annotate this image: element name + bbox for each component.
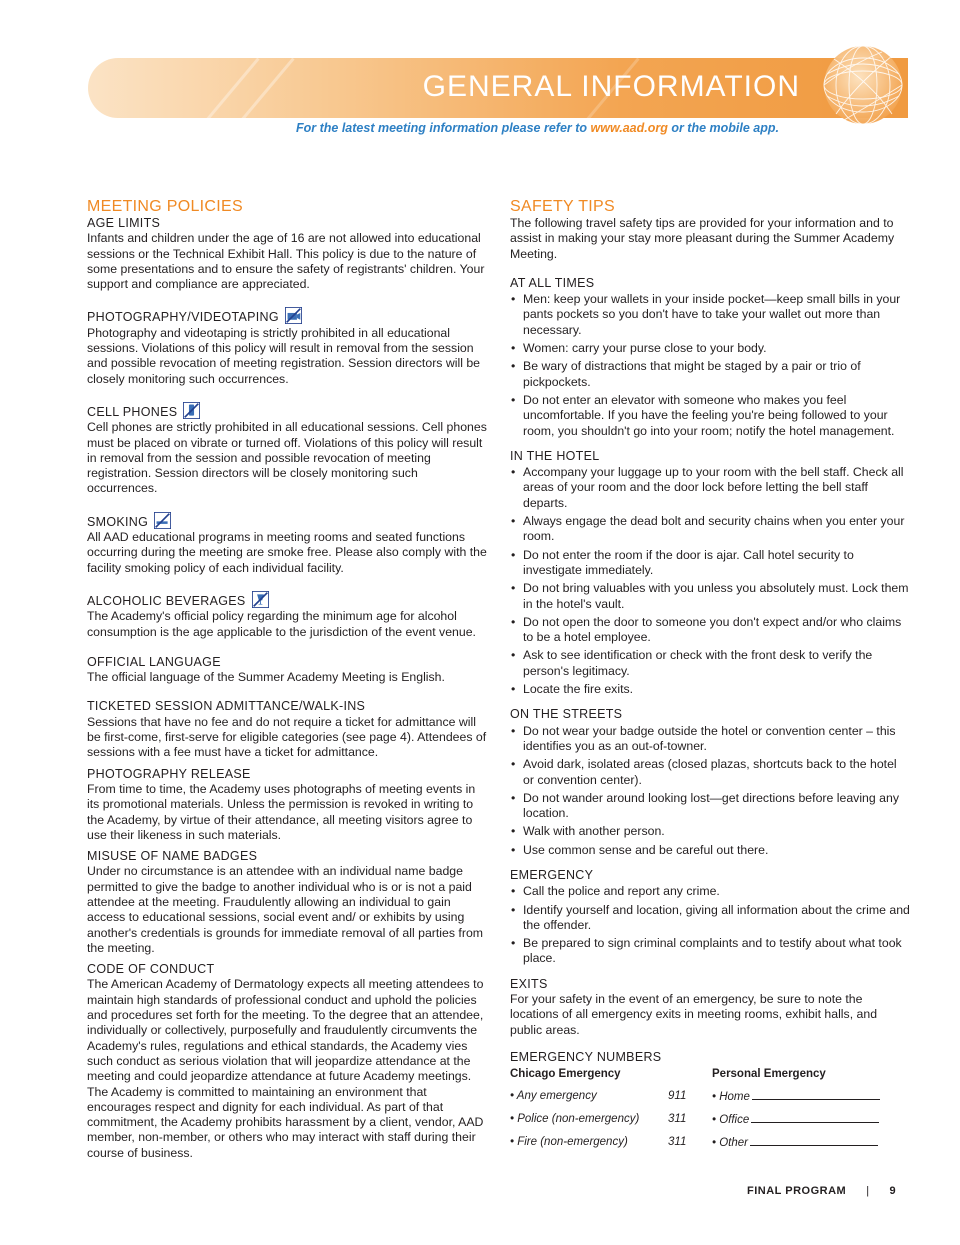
ticketed-heading: TICKETED SESSION ADMITTANCE/WALK-INS — [87, 699, 366, 714]
no-phone-icon — [183, 402, 200, 419]
alcohol-text: The Academy's official policy regarding the minimum age for alcohol consumption is the age applicable to the jurisdiction of the event venue. — [87, 609, 476, 639]
photography-heading — [87, 307, 487, 325]
ticketed-text: Sessions that have no fee and do not require a ticket for admittance will be first-come, first-serve for eligible categories (see page 4). Attendees of sessions with a fee must have a ticket for admittance. — [87, 714, 487, 760]
in-the-hotel-heading: IN THE HOTEL — [510, 448, 600, 463]
age-limits-heading: AGE LIMITS — [87, 216, 161, 230]
safety-tips-title: SAFETY TIPS — [510, 198, 615, 215]
chicago-label: • Police (non-emergency) — [510, 1112, 640, 1125]
list-item: • Locate the fire exits. — [510, 682, 910, 697]
list-item: • Do not wander around looking lost—get directions before leaving any location. — [510, 791, 910, 822]
footer-label: FINAL PROGRAM — [747, 1185, 847, 1197]
cell-phones-text: Cell phones are strictly prohibited in all educational sessions. Cell phones must be placed on vibrate or turned off. Violations of this policy will result in removal from the session and possible revocation of meeting registration. Session directors will be closely monitoring such occurrences. — [87, 420, 487, 496]
footer-separator: | — [866, 1185, 870, 1197]
list-item: • Do not enter the room if the door is ajar. Call hotel security to investigate immediately. — [510, 548, 910, 579]
list-item: • Do not wear your badge outside the hotel or convention center – this identifies you as an out-of-towner. — [510, 724, 910, 755]
empty-cell — [668, 1067, 712, 1087]
on-the-streets-list — [510, 724, 910, 858]
page-title: GENERAL INFORMATION — [422, 70, 800, 103]
badges-text: Under no circumstance is an attendee with an individual name badge permitted to give the badge to another individual who is or is not a paid attendee at the meeting. Fraudulently allowing an individual to gain access to educational sessions, social event and/ or exhibits by using another's credentials is grounds for immediate removal of all parties from the meeting. — [87, 864, 484, 955]
chicago-label: • Any emergency — [510, 1089, 597, 1102]
chicago-label: • Fire (non-emergency) — [510, 1135, 628, 1148]
cell-phones-heading-label: CELL PHONES — [87, 404, 178, 419]
list-item: • Do not open the door to someone you don't expect and/or who claims to be a hotel employee. — [510, 615, 910, 646]
conduct-heading: CODE OF CONDUCT — [87, 962, 215, 977]
page-number: 9 — [889, 1185, 897, 1197]
list-item: • Use common sense and be careful out there. — [510, 843, 910, 858]
tagline-text-end: or the mobile app. — [671, 121, 779, 135]
no-camera-icon — [285, 307, 302, 324]
list-item: • Accompany your luggage up to your room with the bell staff. Check all areas of your room and the door lock before letting the bell staff departs. — [510, 465, 910, 511]
safety-intro: The following travel safety tips are provided for your information and to assist in making your stay more pleasant during the Summer Academy Meeting. — [510, 216, 895, 261]
personal-emergency-heading: Personal Emergency — [712, 1068, 826, 1081]
safety-tips-column — [510, 197, 910, 1157]
exits-text: For your safety in the event of an emergency, be sure to note the locations of all emergency exits in meeting rooms, exhibit halls, and public areas. — [510, 992, 878, 1037]
on-the-streets-heading: ON THE STREETS — [510, 707, 623, 722]
fill-in-line[interactable] — [750, 1134, 878, 1146]
personal-label: • Home — [712, 1090, 750, 1103]
emergency-numbers-table — [510, 1067, 910, 1156]
globe-icon — [822, 44, 904, 126]
smoking-heading — [87, 512, 487, 530]
at-all-times-list — [510, 292, 910, 439]
fill-in-line[interactable] — [751, 1111, 879, 1123]
tagline-text: For the latest meeting information please refer to — [296, 121, 588, 135]
chicago-number: 311 — [668, 1112, 687, 1125]
photography-text: Photography and videotaping is strictly prohibited in all educational sessions. Violations of this policy will result in removal from the session and possible revocation of meeting registration. Session directors will be closely monitoring such occurrences. — [87, 325, 481, 386]
photography-heading-label: PHOTOGRAPHY/VIDEOTAPING — [87, 310, 279, 325]
list-item: • Ask to see identification or check with the front desk to verify the person's legitimacy. — [510, 648, 910, 679]
personal-entry — [712, 1088, 912, 1111]
meeting-policies-title: MEETING POLICIES — [87, 198, 243, 215]
list-item: • Always engage the dead bolt and security chains when you enter your room. — [510, 514, 910, 545]
no-alcohol-icon — [252, 591, 269, 608]
list-item: • Do not enter an elevator with someone who makes you feel uncomfortable. If you have the feeling you're being followed to your room, you shouldn't go into your room; notify the hotel management. — [510, 393, 910, 439]
meeting-policies-column — [87, 197, 487, 1161]
list-item: • Walk with another person. — [510, 824, 910, 839]
list-item: • Women: carry your purse close to your body. — [510, 341, 910, 356]
tagline — [0, 121, 960, 135]
emergency-numbers-heading: EMERGENCY NUMBERS — [510, 1049, 662, 1064]
language-text: The official language of the Summer Academy Meeting is English. — [87, 670, 445, 685]
list-item: • Be wary of distractions that might be staged by a pair or trio of pickpockets. — [510, 359, 910, 390]
emergency-heading: EMERGENCY — [510, 867, 594, 882]
website-link[interactable]: www.aad.org — [590, 121, 668, 135]
age-limits-text: Infants and children under the age of 16 are not allowed into educational sessions or the Technical Exhibit Hall. This policy is due to the nature of some presentations and to ensure the safety of registrants' children. Your support and compliance are appreciated. — [87, 231, 485, 292]
list-item: • Do not bring valuables with you unless you absolutely must. Lock them in the hotel's vault. — [510, 581, 910, 612]
exits-heading: EXITS — [510, 976, 548, 991]
cell-phones-heading — [87, 402, 487, 420]
personal-label: • Office — [712, 1113, 750, 1126]
personal-entry — [712, 1134, 912, 1157]
fill-in-line[interactable] — [752, 1088, 880, 1100]
list-item: • Men: keep your wallets in your inside pocket—keep small bills in your pants pockets so you don't have to take your wallet out more than necessary. — [510, 292, 910, 338]
personal-entry — [712, 1111, 912, 1134]
personal-label: • Other — [712, 1136, 748, 1149]
language-heading: OFFICIAL LANGUAGE — [87, 654, 221, 669]
emergency-list — [510, 884, 910, 966]
alcohol-heading — [87, 591, 487, 609]
no-smoking-icon — [154, 512, 171, 529]
chicago-number: 911 — [668, 1089, 687, 1102]
in-the-hotel-list — [510, 465, 910, 697]
smoking-heading-label: SMOKING — [87, 514, 149, 529]
list-item: • Identify yourself and location, giving all information about the crime and the offender. — [510, 903, 910, 934]
list-item: • Avoid dark, isolated areas (closed plazas, shortcuts back to the hotel or convention center). — [510, 757, 910, 788]
photo-release-text: From time to time, the Academy uses photographs of meeting events in its promotional materials. Unless the permission is revoked in writing to the Academy, by virtue of their attendance, all meeting visitors agree to use their likeness in such materials. — [87, 781, 476, 842]
alcohol-heading-label: ALCOHOLIC BEVERAGES — [87, 593, 246, 608]
chicago-number: 311 — [668, 1135, 687, 1148]
conduct-text: The American Academy of Dermatology expects all meeting attendees to maintain high standards of professional conduct and uphold the policies and procedures set forth for the meeting. To the degree that an attendee, individually or collectively, purposefully and fraudulently circumvents the Academy's rules, regulations and ethical standards, the Academy vies such conduct as serious violation that will jeopardize attendance at the meeting and could jeopardize attendance at future Academy meetings. The Academy is committed to maintaining an environment that encourages respect and dignity for each individual. As part of that commitment, the Academy prohibits harassment by a client, vendor, AAD member, non-member, or others who may interact with staff during their course of business. — [87, 977, 484, 1160]
list-item: • Call the police and report any crime. — [510, 884, 910, 899]
at-all-times-heading: AT ALL TIMES — [510, 275, 595, 290]
banner-streak — [234, 58, 294, 118]
smoking-text: All AAD educational programs in meeting rooms and seated functions occurring during the meeting are smoke free. Please also comply with the facility smoking policy of each individual facility. — [87, 530, 487, 575]
badges-heading: MISUSE OF NAME BADGES — [87, 849, 258, 864]
page-footer — [747, 1185, 896, 1197]
chicago-emergency-heading: Chicago Emergency — [510, 1068, 621, 1081]
photo-release-heading: PHOTOGRAPHY RELEASE — [87, 766, 251, 781]
list-item: • Be prepared to sign criminal complaints and to testify about what took place. — [510, 936, 910, 967]
